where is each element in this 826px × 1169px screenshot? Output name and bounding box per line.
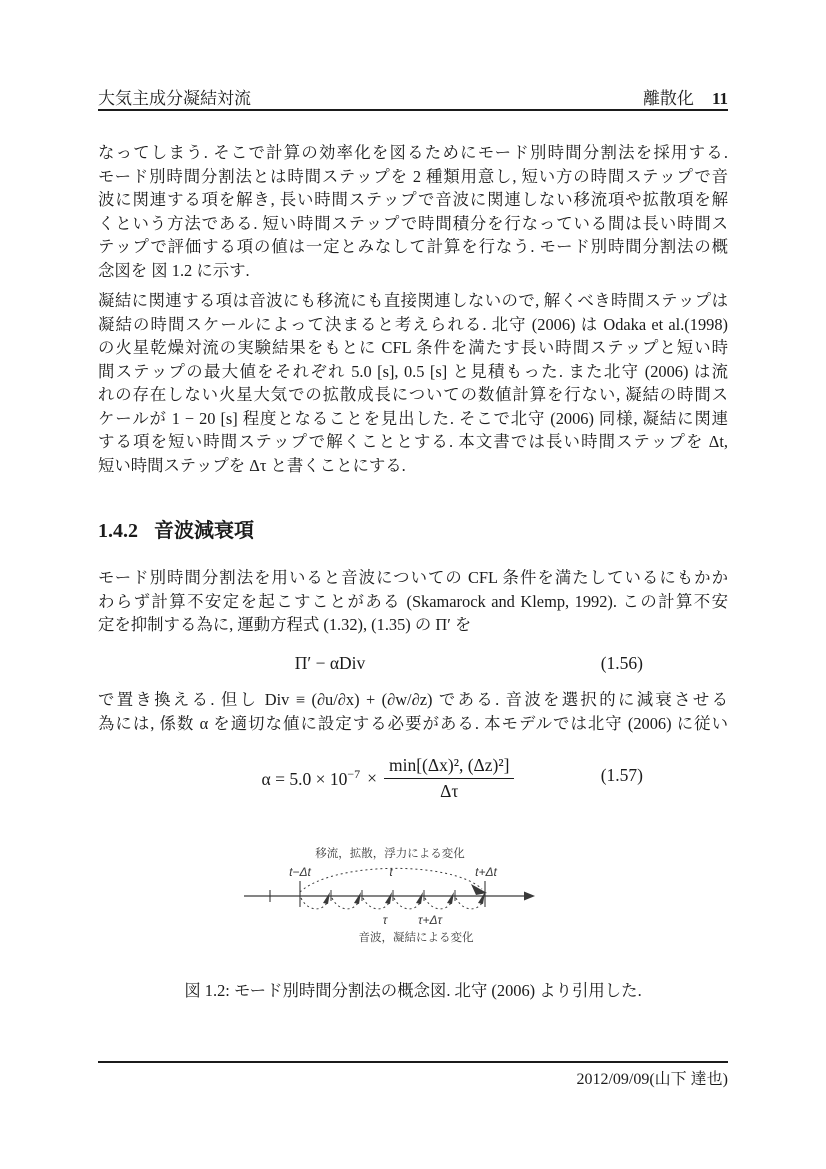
figure-top-label: 移流，拡散，浮力による変化 — [315, 848, 465, 860]
label-t: t — [389, 865, 393, 879]
header-left-title: 大気主成分凝結対流 — [98, 89, 251, 108]
paragraph-4 — [98, 688, 728, 735]
fraction-numerator: min[(Δx)², (Δz)²] — [384, 755, 514, 779]
short-step-arrowhead-icon — [354, 892, 361, 904]
label-tau: τ — [382, 913, 388, 927]
page-number: 11 — [711, 89, 728, 108]
section-title: 音波減衰項 — [154, 520, 254, 542]
equation-1-57-exponent: −7 — [347, 766, 361, 781]
short-step-hop — [363, 898, 390, 909]
body-line: 間ステップの最大値をそれぞれ 5.0 [s], 0.5 [s] と見積もった. また北守 (2006) は流 — [98, 361, 728, 381]
equation-1-57-tag: (1.57) — [600, 765, 643, 785]
short-step-arrowhead-icon — [323, 892, 330, 904]
multiplication-sign: × — [367, 767, 377, 788]
header-section-title: 離散化 — [642, 89, 694, 108]
page-header — [98, 84, 728, 109]
fraction-denominator: Δτ — [440, 780, 459, 801]
figure-1-2 — [238, 843, 542, 952]
body-line: 定を抑制する為に, 運動方程式 (1.32), (1.35) の Π′ を — [98, 615, 472, 634]
short-step-hop — [394, 898, 421, 909]
body-line: ケールが 1 − 20 [s] 程度となることを見出した. そこで北守 (2006) 同様, 凝結に関連 — [98, 408, 728, 428]
body-line: わらず計算不安定を起こすことがある (Skamarock and Klemp, 1992). この計算不安 — [98, 591, 728, 611]
body-line: 凝結の時間スケールによって決まると考えられる. 北守 (2006) は Odaka et al.(1998) — [98, 314, 728, 334]
equation-1-56-tag: (1.56) — [600, 653, 643, 673]
short-step-arrowhead-icon — [385, 892, 392, 904]
time-splitting-diagram — [238, 843, 542, 947]
header-rule — [98, 109, 728, 111]
short-step-arrowhead-icon — [416, 892, 423, 904]
label-tau-plus-dtau: τ+Δτ — [417, 913, 443, 927]
short-step-hop — [425, 898, 452, 909]
equation-1-57-prefix: $\alpha = 5.0 \times 10^{-7}$ — [261, 766, 361, 789]
figure-caption: 図 1.2: モード別時間分割法の概念図. 北守 (2006) より引用した. — [184, 981, 642, 1000]
label-t-plus-dt: t+Δt — [475, 865, 497, 879]
body-line: する項を短い時間ステップで解くこととする. 本文書では長い時間ステップを Δt, — [98, 432, 728, 451]
footer-rule — [98, 1061, 728, 1063]
equation-1-57-fraction — [384, 755, 514, 802]
footer-date-author: 2012/09/09(山下 達也) — [576, 1071, 728, 1088]
paragraph-1 — [98, 141, 728, 282]
body-line: の火星乾燥対流の実験結果をもとに CFL 条件を満たす長い時間ステップと短い時 — [98, 338, 728, 357]
body-line: 為には, 係数 α を適切な値に設定する必要がある. 本モデルでは北守 (2006) に従い — [98, 713, 728, 733]
axis-arrowhead-icon — [524, 892, 535, 901]
equation-1-56 — [98, 650, 728, 676]
section-number: 1.4.2 — [98, 520, 138, 542]
body-line: モード別時間分割法を用いると音波についての CFL 条件を満たしているにもかか — [98, 568, 728, 587]
body-line: 波に関連する項を解き, 長い時間ステップで音波に関連しない移流項や拡散項を解 — [98, 190, 728, 209]
paragraph-3 — [98, 566, 728, 637]
label-t-minus-dt: t−Δt — [289, 865, 311, 879]
body-line: れの存在しない火星大気での拡散成長についての数値計算を行ない, 凝結の時間ス — [98, 385, 728, 404]
short-step-hop — [301, 898, 328, 909]
section-heading — [98, 514, 728, 543]
body-line: モード別時間分割法とは時間ステップを 2 種類用意し, 短い方の時間ステップで音 — [98, 166, 728, 186]
body-line: くという方法である. 短い時間ステップで時間積分を行なっている間は長い時間ス — [98, 213, 728, 233]
body-line: なってしまう. そこで計算の効率化を図るためにモード別時間分割法を採用する. — [98, 143, 728, 162]
body-line: テップで評価する項の値は一定とみなして計算を行なう. モード別時間分割法の概 — [98, 237, 728, 256]
short-step-hop — [456, 898, 483, 909]
equation-1-57-body — [98, 750, 678, 806]
body-line: で置き換える. 但し Div ≡ (∂u/∂x) + (∂w/∂z) である. 音波を選択的に減衰させる — [98, 690, 728, 709]
equation-1-56-body: Π′ − αDiv — [294, 653, 366, 673]
short-step-hop — [332, 898, 359, 909]
header-right — [643, 84, 728, 109]
body-line: 短い時間ステップを Δτ と書くことにする. — [98, 455, 406, 475]
paragraph-2 — [98, 289, 728, 477]
body-line: 念図を 図 1.2 に示す. — [98, 260, 250, 280]
short-step-arrowhead-icon — [447, 892, 454, 904]
figure-bottom-label: 音波，凝結による変化 — [358, 932, 474, 944]
body-line: 凝結に関連する項は音波にも移流にも直接関連しないので, 解くべき時間ステップは — [98, 291, 728, 310]
equation-1-57 — [98, 750, 728, 806]
